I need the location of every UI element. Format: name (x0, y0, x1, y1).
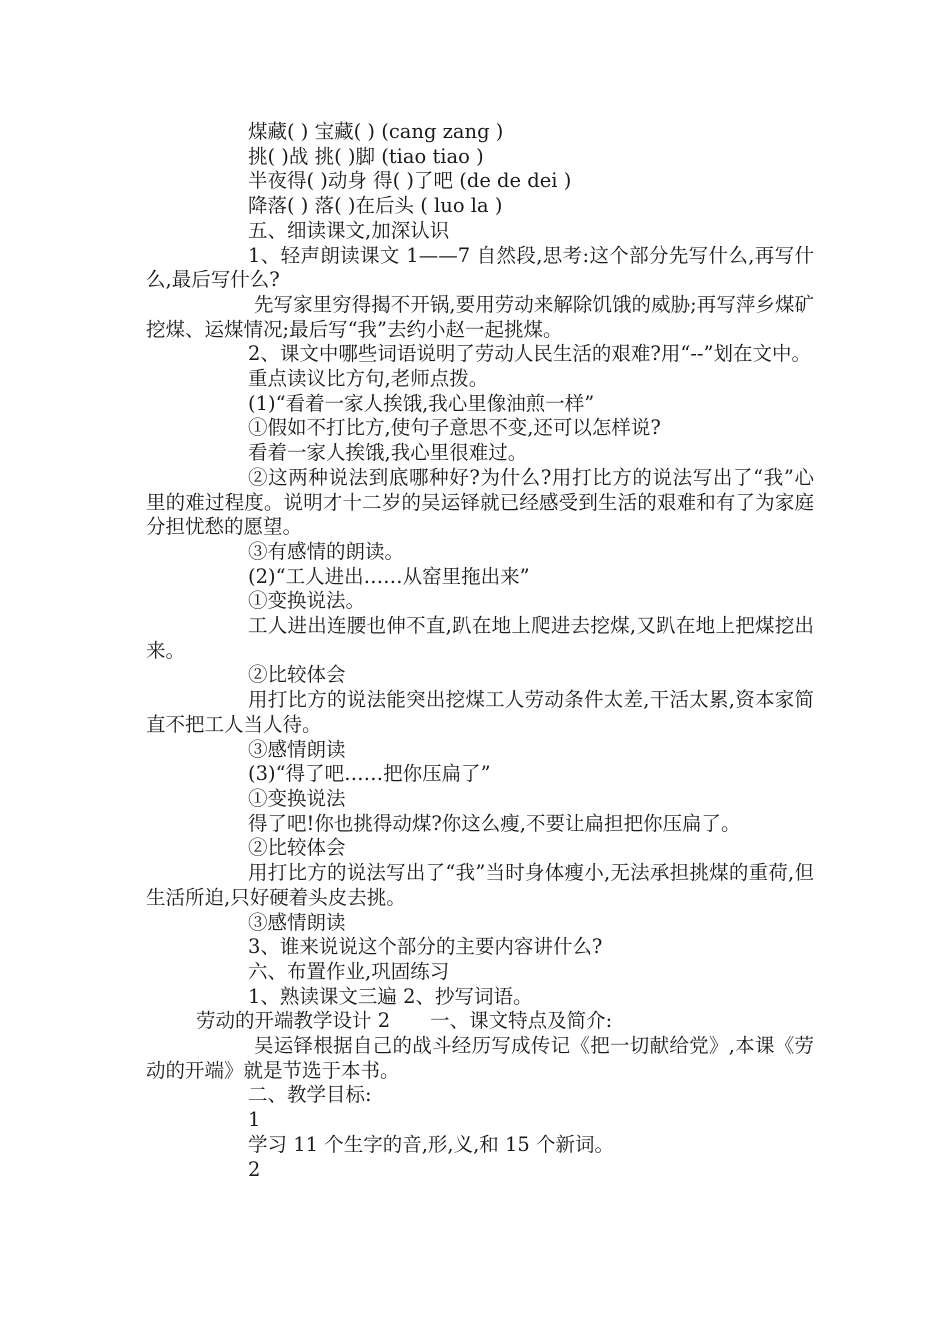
section-heading: 六、布置作业,巩固练习 (248, 959, 450, 983)
paragraph: 用打比方的说法写出了“我”当时身体瘦小,无法承担挑煤的重荷,但生活所迫,只好硬着头皮去挑。 (146, 861, 814, 909)
section-heading: 一、课文特点及简介: (430, 1009, 613, 1033)
pinyin-exercise-line: 降落( ) 落( )在后头 ( luo la ) (248, 194, 503, 218)
paragraph: 3、谁来说说这个部分的主要内容讲什么? (248, 935, 603, 959)
paragraph: ③有感情的朗读。 (248, 539, 405, 563)
paragraph: 2、课文中哪些词语说明了劳动人民生活的艰难?用“--”划在文中。 (248, 342, 811, 366)
paragraph: 看着一家人挨饿,我心里很难过。 (248, 441, 528, 465)
paragraph: 工人进出连腰也伸不直,趴在地上爬进去挖煤,又趴在地上把煤挖出来。 (146, 614, 814, 662)
paragraph: 1、熟读课文三遍 2、抄写词语。 (248, 984, 533, 1008)
document-subtitle-line (146, 1009, 814, 1034)
paragraph: ②比较体会 (248, 663, 346, 687)
paragraph: ①假如不打比方,使句子意思不变,还可以怎样说? (248, 416, 661, 440)
paragraph: 学习 11 个生字的音,形,义,和 15 个新词。 (248, 1132, 615, 1156)
paragraph: 吴运铎根据自己的战斗经历写成传记《把一切献给党》,本课《劳动的开端》就是节选于本书。 (146, 1034, 814, 1082)
paragraph: ③感情朗读 (248, 910, 346, 934)
list-number: 1 (248, 1108, 261, 1132)
section-heading: 二、教学目标: (248, 1083, 372, 1107)
pinyin-exercise-line: 煤藏( ) 宝藏( ) (cang zang ) (248, 120, 504, 143)
paragraph: (2)“工人进出……从窑里拖出来” (248, 564, 530, 588)
list-number: 2 (248, 1157, 261, 1181)
paragraph: ②比较体会 (248, 836, 346, 860)
paragraph: ②这两种说法到底哪种好?为什么?用打比方的说法写出了“我”心里的难过程度。说明才十二岁的吴运铎就已经感受到生活的艰难和有了为家庭分担忧愁的愿望。 (146, 465, 814, 539)
paragraph: ①变换说法 (248, 786, 346, 810)
paragraph: 重点读议比方句,老师点拨。 (248, 367, 489, 391)
section-heading: 五、细读课文,加深认识 (248, 218, 450, 242)
paragraph: 1、轻声朗读课文 1——7 自然段,思考:这个部分先写什么,再写什么,最后写什么? (146, 243, 814, 292)
pinyin-exercise-line: 挑( )战 挑( )脚 (tiao tiao ) (248, 144, 484, 168)
paragraph: ③感情朗读 (248, 737, 346, 761)
paragraph: 用打比方的说法能突出挖煤工人劳动条件太差,干活太累,资本家简直不把工人当人待。 (146, 688, 814, 736)
document-subtitle: 劳动的开端教学设计 2 (196, 1009, 391, 1033)
paragraph: (3)“得了吧……把你压扁了” (248, 762, 491, 786)
paragraph: 先写家里穷得揭不开锅,要用劳动来解除饥饿的威胁;再写萍乡煤矿挖煤、运煤情况;最后写“我”去约小赵一起挑煤。 (146, 292, 814, 341)
pinyin-exercise-line: 半夜得( )动身 得( )了吧 (de de dei ) (248, 169, 572, 193)
document-body (146, 120, 814, 1182)
paragraph: 得了吧!你也挑得动煤?你这么瘦,不要让扁担把你压扁了。 (248, 811, 741, 835)
paragraph: ①变换说法。 (248, 589, 366, 613)
paragraph: (1)“看着一家人挨饿,我心里像油煎一样” (248, 391, 595, 415)
